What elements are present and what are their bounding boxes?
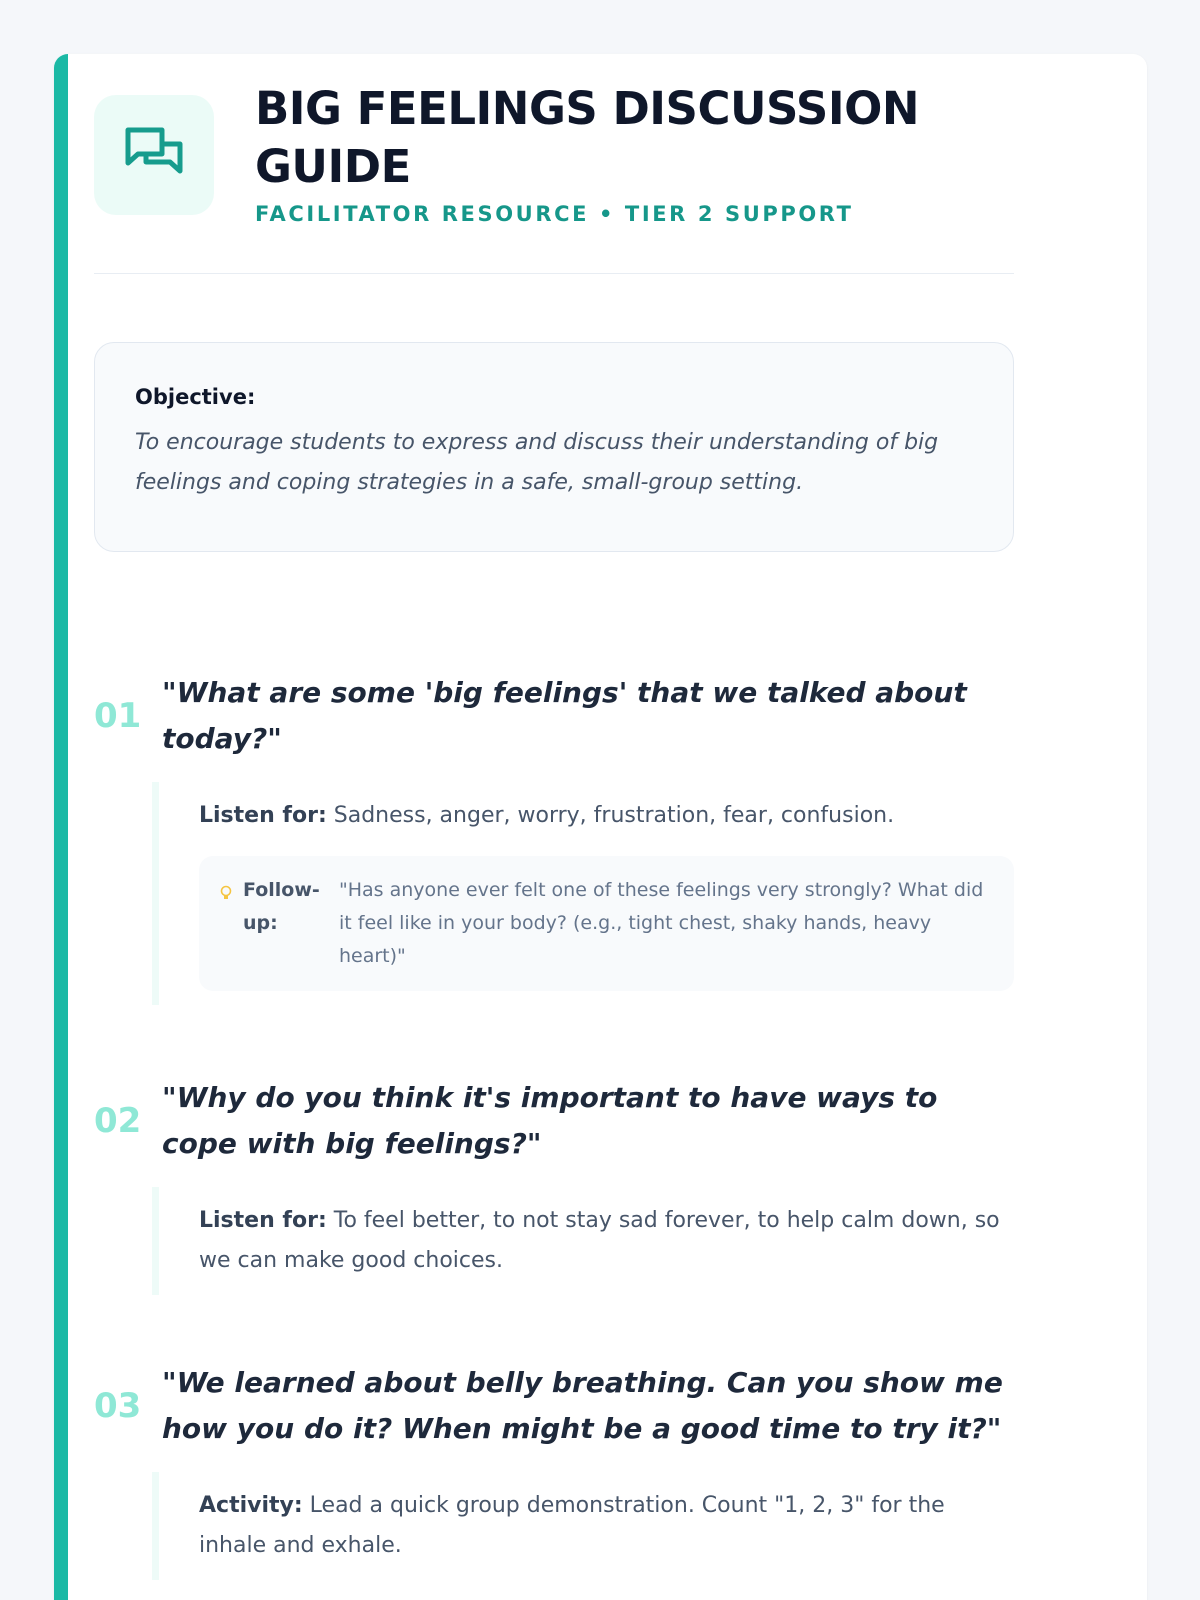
question-body [152,1472,1014,1580]
title-block [255,80,1014,226]
lightbulb-icon [219,885,243,907]
question-number: 01 [94,696,142,736]
listen-for-label: Listen for: [199,803,327,828]
question-body [152,782,1014,1005]
logo-box [94,95,214,215]
objective-text: To encourage students to express and discuss their understanding of big feelings and coping strategies in a safe, small-group setting. [135,430,939,495]
listen-for-text: Sadness, anger, worry, frustration, fear, confusion. [333,803,895,828]
objective-label: Objective: [135,385,256,409]
question-text: "What are some 'big feelings' that we talked about today?" [162,676,967,755]
listen-for [199,1201,1014,1281]
page-title: BIG FEELINGS DISCUSSION GUIDE [255,82,919,193]
question-text: "We learned about belly breathing. Can you show me how you do it? When might be a good time to try it?" [162,1366,1003,1445]
header-divider [94,273,1014,274]
accent-bar [54,54,68,1600]
header [94,80,1014,226]
activity-label: Activity: [199,1493,303,1518]
question-head [94,1075,1014,1167]
question-item [94,670,1014,1005]
chat-bubbles-icon [122,124,186,186]
question-head [94,670,1014,762]
followup-label: Follow-up: [243,879,320,934]
activity-text: Lead a quick group demonstration. Count "1, 2, 3" for the inhale and exhale. [199,1493,945,1558]
question-head [94,1360,1014,1452]
question-text: "Why do you think it's important to have ways to cope with big feelings?" [162,1081,938,1160]
objective-box [94,342,1014,552]
activity [199,1486,1014,1566]
followup-text: "Has anyone ever felt one of these feelings very strongly? What did it feel like in your body? (e.g., tight chest, shaky hands, heavy heart)" [339,879,984,967]
listen-for-text: To feel better, to not stay sad forever, to help calm down, so we can make good choices. [199,1208,1000,1273]
followup-box [199,856,1014,991]
listen-for-label: Listen for: [199,1208,327,1233]
page-subtitle: FACILITATOR RESOURCE • TIER 2 SUPPORT [255,202,854,226]
question-item [94,1075,1014,1295]
listen-for [199,796,1014,836]
question-number: 03 [94,1386,142,1426]
question-item [94,1360,1014,1580]
question-number: 02 [94,1101,142,1141]
question-body [152,1187,1014,1295]
